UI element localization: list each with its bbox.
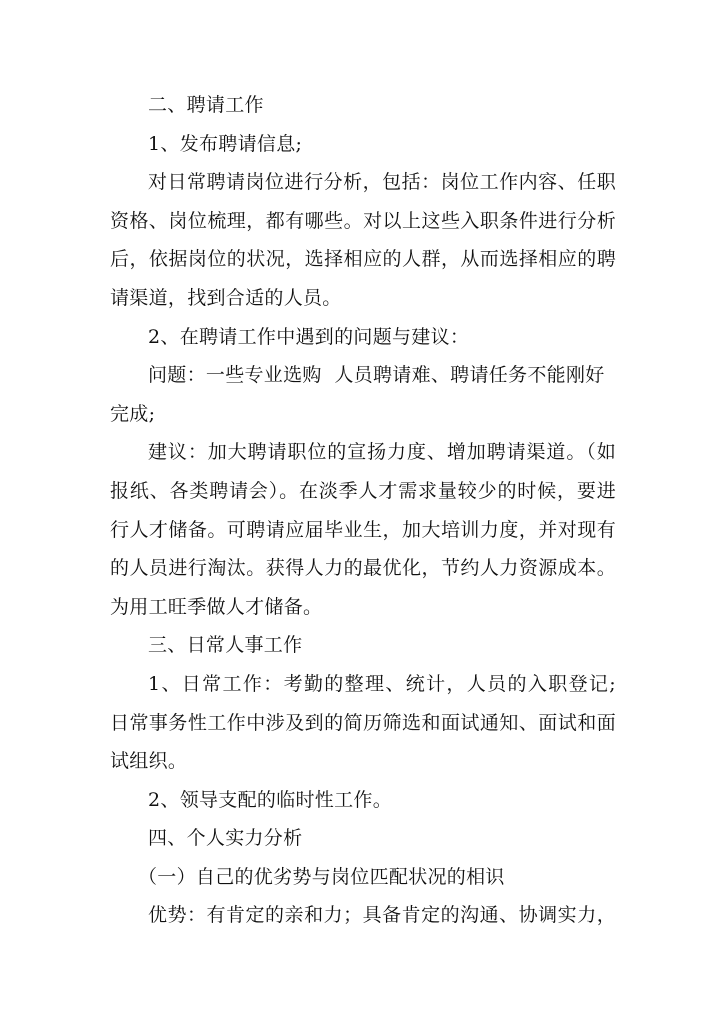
subheading-strengths-weaknesses: （一）自己的优劣势与岗位匹配状况的相识 — [138, 865, 505, 888]
paragraph-line: 报纸、各类聘请会）。在淡季人才需求量较少的时候，要进 — [110, 479, 616, 502]
paragraph-line: 对日常聘请岗位进行分析，包括：岗位工作内容、任职 — [148, 171, 616, 194]
subheading-problems-suggestions: 2、在聘请工作中遇到的问题与建议： — [148, 325, 470, 348]
paragraph-line: 2、领导支配的临时性工作。 — [148, 788, 392, 811]
paragraph-line: 后，依据岗位的状况，选择相应的人群，从而选择相应的聘 — [110, 248, 616, 271]
section-heading-personal-ability: 四、个人实力分析 — [148, 827, 303, 850]
paragraph-line: 完成; — [110, 402, 156, 425]
paragraph-line: 优势：有肯定的亲和力；具备肯定的沟通、协调实力， — [148, 904, 616, 927]
paragraph-line: 的人员进行淘汰。获得人力的最优化，节约人力资源成本。 — [110, 557, 616, 580]
paragraph-line: 建议：加大聘请职位的宣扬力度、增加聘请渠道。（如 — [148, 441, 616, 464]
paragraph-line: 1、日常工作：考勤的整理、统计，人员的入职登记; — [148, 672, 616, 695]
paragraph-line: 资格、岗位梳理，都有哪些。对以上这些入职条件进行分析 — [110, 209, 616, 232]
paragraph-line: 日常事务性工作中涉及到的简历筛选和面试通知、面试和面 — [110, 711, 616, 734]
section-heading-daily-hr: 三、日常人事工作 — [148, 634, 303, 657]
document-page — [110, 86, 616, 935]
paragraph-line: 请渠道，找到合适的人员。 — [110, 286, 342, 309]
paragraph-line: 试组织。 — [110, 750, 188, 773]
paragraph-line: 问题：一些专业选购 人员聘请难、聘请任务不能刚好 — [148, 364, 605, 387]
section-heading-recruitment: 二、聘请工作 — [148, 94, 264, 116]
paragraph-line: 为用工旺季做人才储备。 — [110, 595, 323, 618]
subheading-publish-info: 1、发布聘请信息; — [148, 132, 303, 155]
paragraph-line: 行人才储备。可聘请应届毕业生，加大培训力度，并对现有 — [110, 518, 616, 541]
